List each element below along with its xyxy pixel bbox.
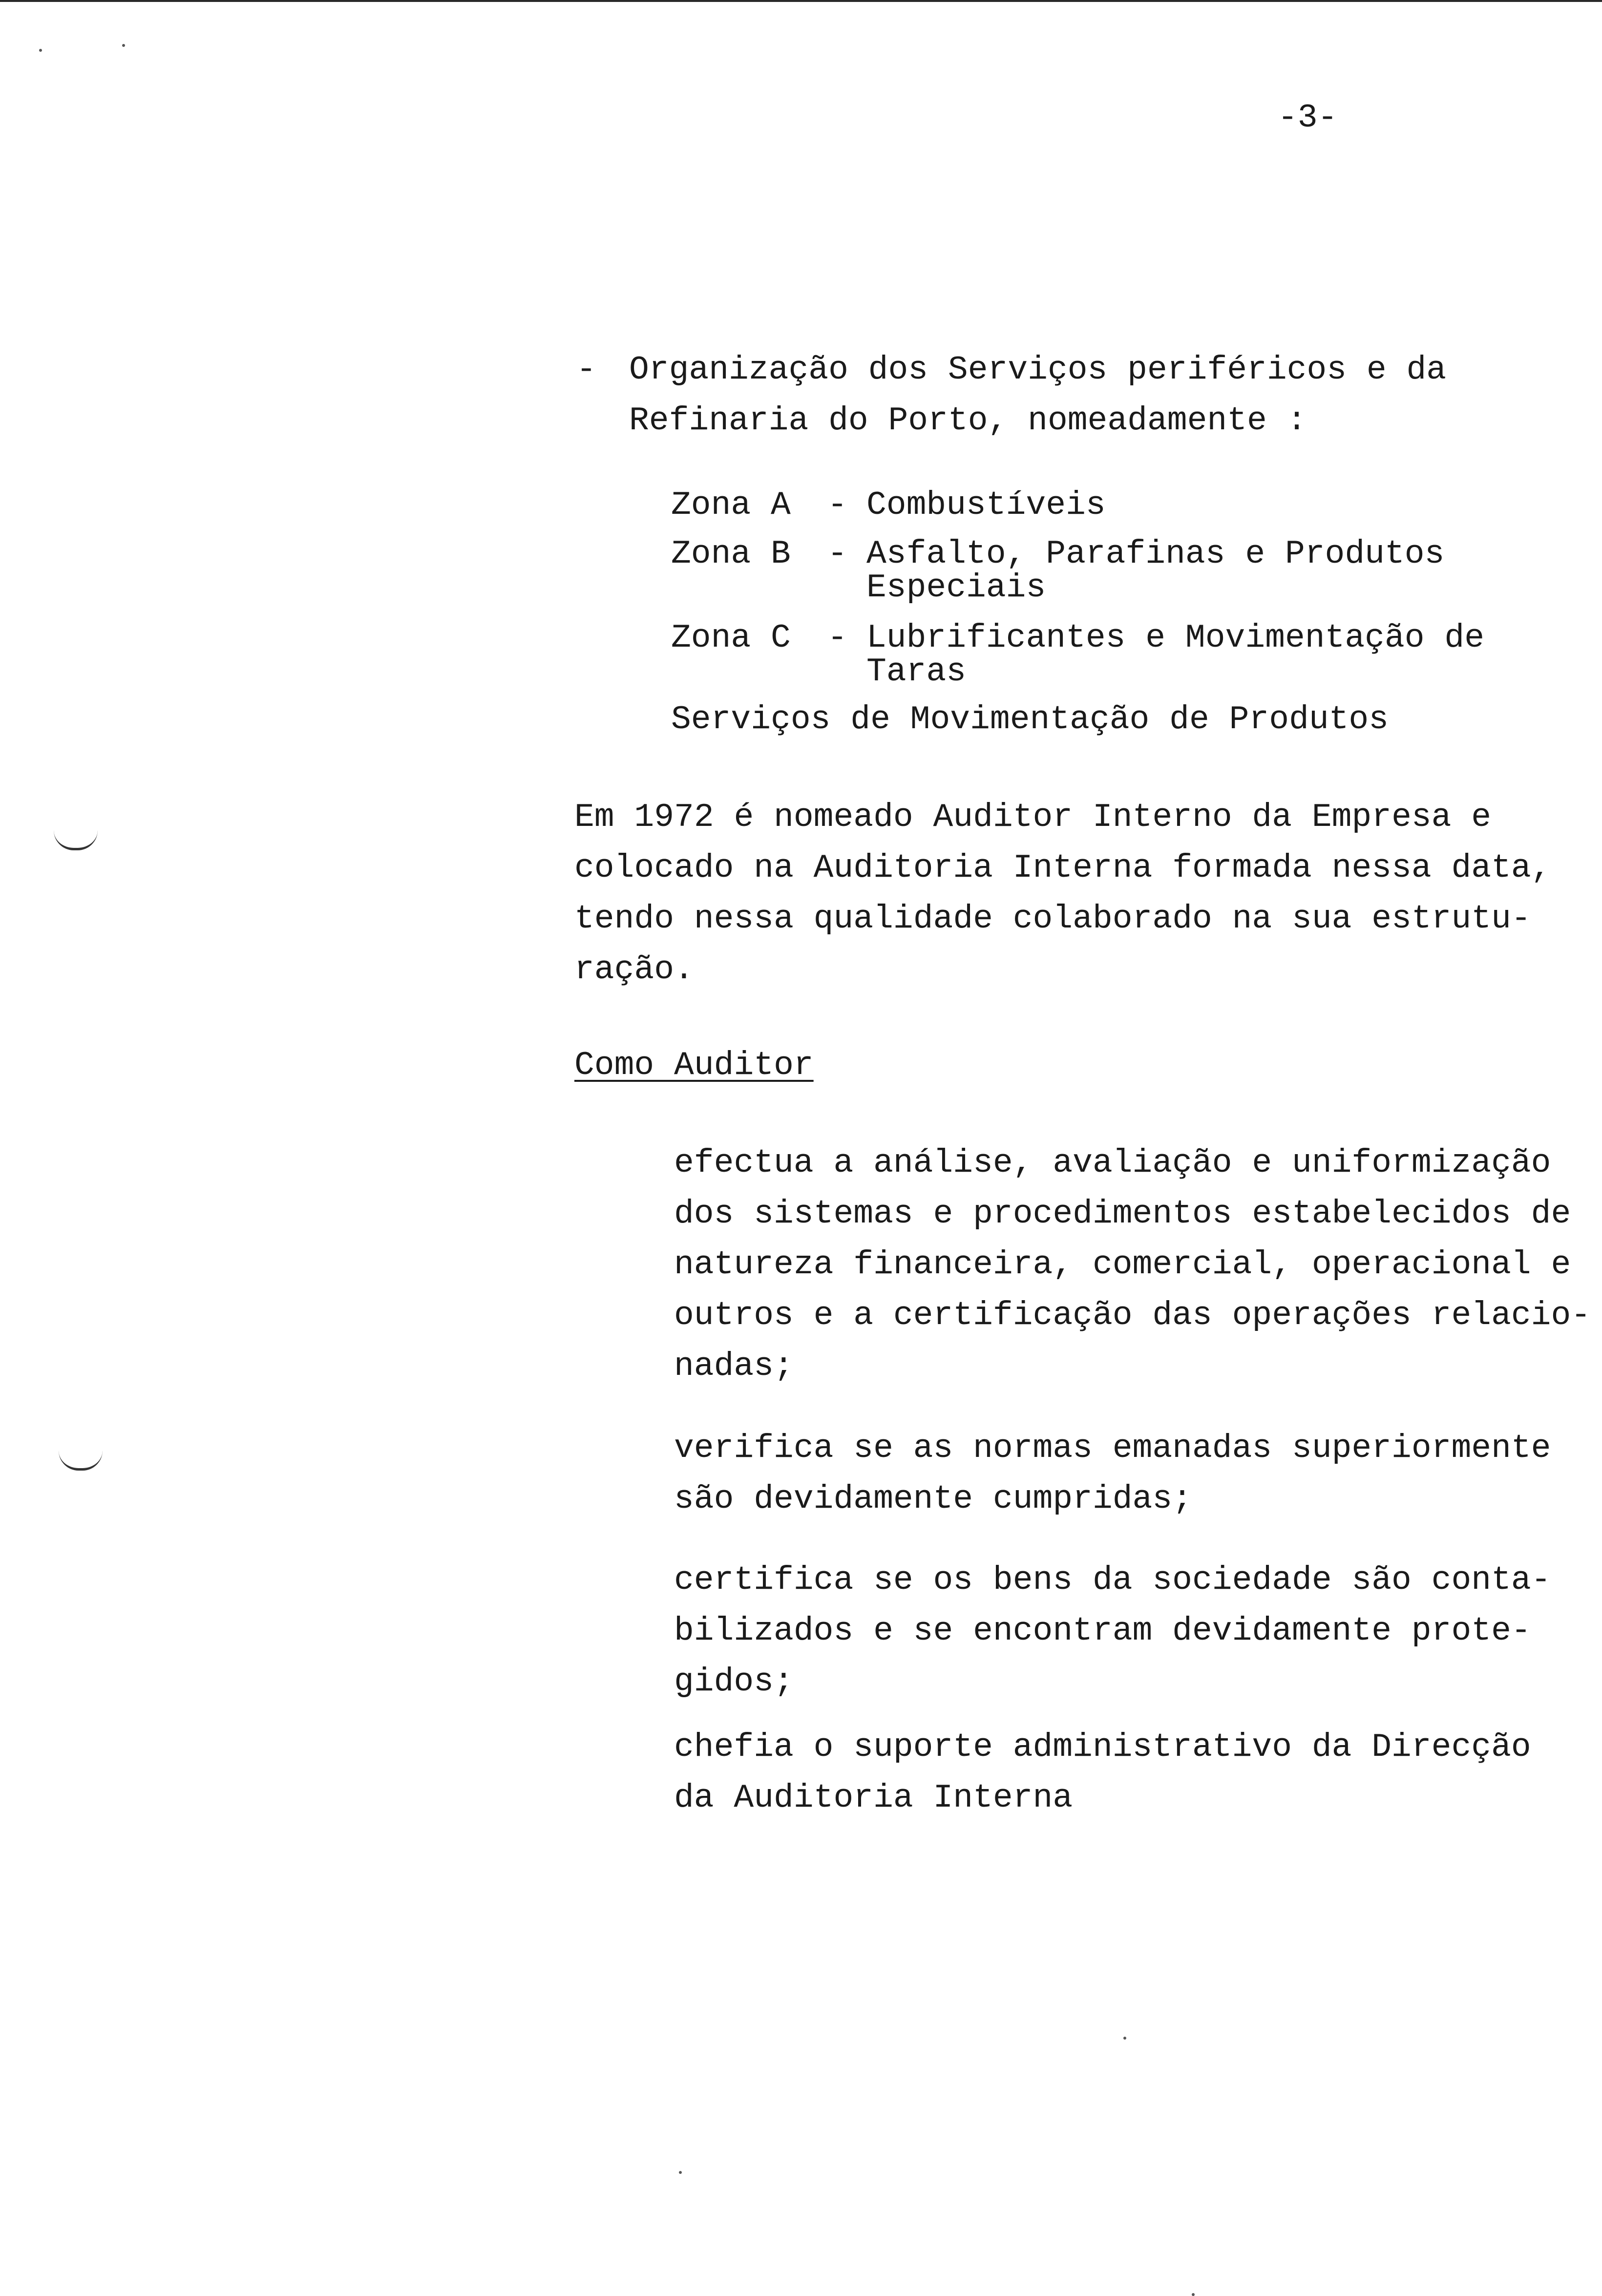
duty-3-line-2: bilizados e se encontram devidamente prote- (674, 1612, 1531, 1650)
duty-1-line-1: efectua a análise, avaliação e uniformização (674, 1144, 1551, 1182)
duty-1-line-3: natureza financeira, comercial, operacional e (674, 1246, 1571, 1284)
zone-b-desc-2: Especiais (866, 569, 1046, 607)
zone-c-dash: - (827, 619, 847, 657)
zone-b-desc-1: Asfalto, Parafinas e Produtos (866, 535, 1445, 573)
zone-c-label: Zona C (671, 619, 791, 657)
scan-top-border (0, 0, 1602, 2)
scan-speck (1192, 2293, 1195, 2296)
zone-a-dash: - (827, 486, 847, 524)
duty-3-line-1: certifica se os bens da sociedade são conta- (674, 1561, 1551, 1599)
scan-speck (679, 2171, 682, 2174)
zone-a-desc: Combustíveis (866, 486, 1106, 524)
page-number: -3- (1278, 99, 1338, 137)
paragraph-1972-line-4: ração. (574, 951, 694, 989)
margin-check-mark (54, 830, 98, 850)
bullet-intro-line-2: Refinaria do Porto, nomeadamente : (629, 402, 1307, 440)
paragraph-1972-line-2: colocado na Auditoria Interna formada nessa data, (574, 849, 1551, 887)
paragraph-1972-line-3: tendo nessa qualidade colaborado na sua estrutu- (574, 900, 1531, 938)
bullet-dash: - (576, 351, 596, 389)
services-line: Serviços de Movimentação de Produtos (671, 701, 1389, 738)
paragraph-1972-line-1: Em 1972 é nomeado Auditor Interno da Empresa e (574, 799, 1492, 836)
margin-check-mark (59, 1451, 103, 1471)
scan-speck (39, 49, 42, 52)
duty-1-line-5: nadas; (674, 1348, 794, 1385)
zone-c-desc-1: Lubrificantes e Movimentação de (866, 619, 1485, 657)
duty-4-line-1: chefia o suporte administrativo da Direcção (674, 1728, 1531, 1766)
zone-b-label: Zona B (671, 535, 791, 573)
duty-1-line-4: outros e a certificação das operações relacio- (674, 1297, 1591, 1334)
zone-b-dash: - (827, 535, 847, 573)
scan-speck (1123, 2037, 1126, 2040)
duty-4-line-2: da Auditoria Interna (674, 1779, 1073, 1817)
zone-c-desc-2: Taras (866, 653, 967, 691)
zone-a-label: Zona A (671, 486, 791, 524)
duty-3-line-3: gidos; (674, 1663, 794, 1701)
scan-speck (122, 44, 125, 47)
bullet-intro-line-1: Organização dos Serviços periféricos e da (629, 351, 1447, 389)
section-heading: Como Auditor (574, 1047, 814, 1084)
duty-1-line-2: dos sistemas e procedimentos estabelecidos de (674, 1195, 1571, 1233)
duty-2-line-1: verifica se as normas emanadas superiormente (674, 1430, 1551, 1467)
duty-2-line-2: são devidamente cumpridas; (674, 1480, 1192, 1518)
